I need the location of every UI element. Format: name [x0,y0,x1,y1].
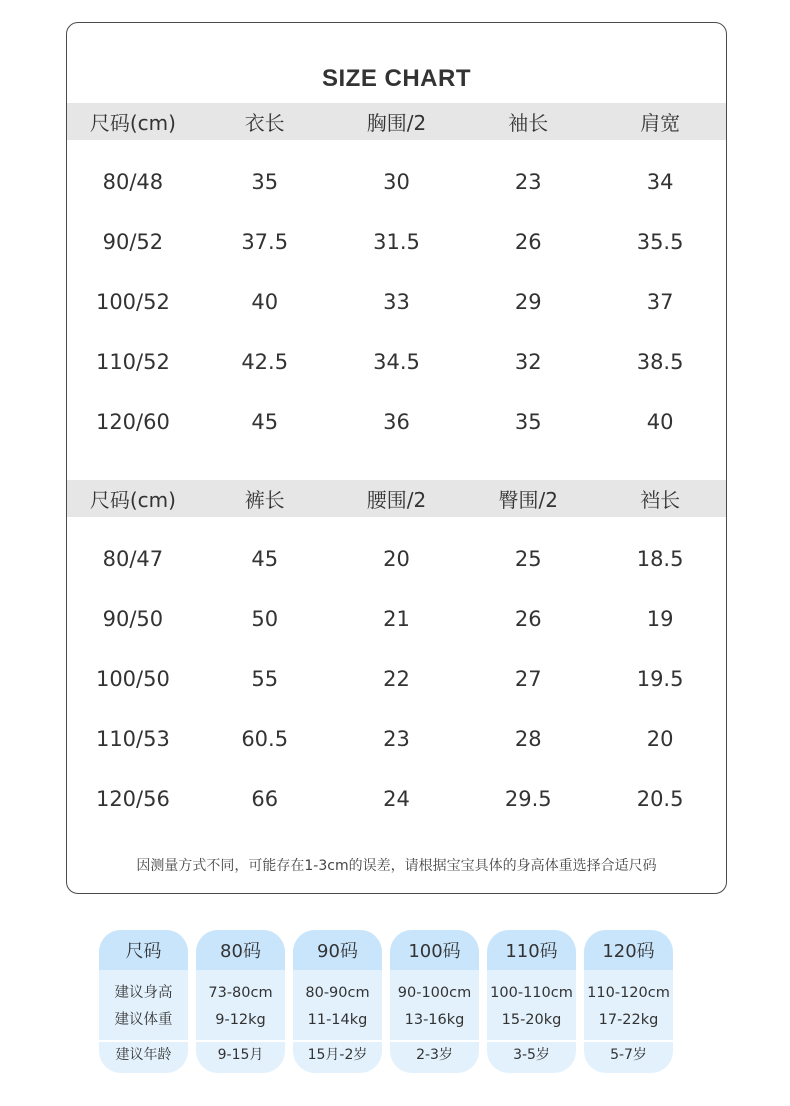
table-row [67,529,726,589]
header-cell: 袖长 [508,111,549,135]
table-cell: 66 [251,787,279,811]
table-cell: 18.5 [636,547,684,571]
size-guide [99,930,673,1073]
table-cell: 33 [383,290,410,314]
pill-divider [293,1040,382,1042]
table-cell: 38.5 [636,350,684,374]
table-cell: 19.5 [636,667,684,691]
table-row [67,332,726,392]
table-cell: 80/47 [102,547,164,571]
pill-age: 3-5岁 [513,1047,550,1063]
table-cell: 90/50 [102,607,164,631]
table-cell: 29 [514,290,542,314]
table-cell: 37.5 [241,230,289,254]
table-row [67,212,726,272]
header-cell: 肩宽 [640,111,681,135]
table-cell: 32 [514,350,542,374]
header-cell: 裤长 [244,488,285,512]
table-cell: 23 [514,170,542,194]
table-cell: 29.5 [504,787,552,811]
pill-age: 15月-2岁 [307,1047,368,1063]
table-cell: 100/50 [95,667,170,691]
size-guide-pill [390,930,479,1073]
table-cell: 120/56 [95,787,170,811]
table-cell: 110/52 [95,350,170,374]
table-row [67,392,726,452]
header-cell: 裆长 [640,488,681,512]
header-cell: 腰围/2 [366,488,427,512]
bottom-size-table [67,480,726,829]
pill-divider [390,1040,479,1042]
table-cell: 80/48 [102,170,164,194]
table-cell: 26 [514,230,542,254]
size-chart-card [66,22,727,894]
table-cell: 19 [646,607,674,631]
size-guide-pill [487,930,576,1073]
table-cell: 45 [251,410,279,434]
table-cell: 21 [383,607,410,631]
pill-age: 2-3岁 [416,1047,453,1063]
pill-divider [196,1040,285,1042]
table-row [67,709,726,769]
size-guide-pill [196,930,285,1073]
pill-divider [99,1040,188,1042]
pill-age: 建议年龄 [115,1047,172,1063]
table-cell: 27 [514,667,542,691]
pill-header: 尺码 [99,930,188,970]
table-cell: 34.5 [373,350,420,374]
table-cell: 36 [383,410,410,434]
table-cell: 23 [383,727,410,751]
pill-age: 5-7岁 [610,1047,647,1063]
pill-weight: 9-12kg [215,1012,266,1028]
chart-title: SIZE CHART [322,65,471,92]
table-cell: 45 [251,547,279,571]
table-cell: 37 [646,290,674,314]
table-cell: 40 [646,410,674,434]
table-header [67,103,726,140]
table-cell: 35 [251,170,279,194]
table-cell: 20 [646,727,674,751]
pill-header: 120码 [584,930,673,970]
table-row [67,649,726,709]
header-cell: 胸围/2 [366,111,427,135]
header-cell: 尺码(cm) [89,488,176,512]
pill-weight: 11-14kg [307,1012,368,1028]
pill-weight: 17-22kg [598,1012,659,1028]
table-cell: 90/52 [102,230,164,254]
pill-header: 110码 [487,930,576,970]
pill-divider [487,1040,576,1042]
table-cell: 31.5 [373,230,420,254]
table-cell: 28 [514,727,542,751]
table-cell: 40 [251,290,279,314]
size-guide-pill [293,930,382,1073]
table-cell: 34 [646,170,674,194]
table-cell: 50 [251,607,279,631]
pill-height: 80-90cm [305,985,370,1001]
pill-height: 建议身高 [114,985,173,1001]
pill-header: 90码 [293,930,382,970]
table-cell: 35 [514,410,542,434]
pill-age: 9-15月 [217,1047,264,1063]
header-cell: 衣长 [244,111,285,135]
pill-height: 73-80cm [208,985,273,1001]
pill-height: 100-110cm [490,985,573,1001]
pill-divider [584,1040,673,1042]
pill-header: 80码 [196,930,285,970]
table-row [67,769,726,829]
pill-height: 110-120cm [587,985,670,1001]
table-cell: 25 [514,547,542,571]
table-cell: 22 [383,667,410,691]
table-cell: 20.5 [636,787,684,811]
table-cell: 110/53 [95,727,170,751]
table-cell: 35.5 [636,230,684,254]
pill-weight: 15-20kg [501,1012,562,1028]
pill-header: 100码 [390,930,479,970]
top-size-table [67,103,726,452]
pill-height: 90-100cm [397,985,472,1001]
table-cell: 60.5 [241,727,289,751]
table-cell: 55 [251,667,279,691]
table-cell: 26 [514,607,542,631]
measurement-note: 因测量方式不同，可能存在1-3cm的误差，请根据宝宝具体的身高体重选择合适尺码 [136,858,657,874]
size-guide-pill [584,930,673,1073]
table-cell: 20 [383,547,410,571]
table-row [67,272,726,332]
pill-weight: 13-16kg [404,1012,465,1028]
table-cell: 24 [383,787,410,811]
table-cell: 30 [383,170,410,194]
table-row [67,152,726,212]
table-row [67,589,726,649]
header-cell: 尺码(cm) [89,111,176,135]
header-cell: 臀围/2 [498,488,559,512]
size-guide-pill [99,930,188,1073]
table-header [67,480,726,517]
table-cell: 120/60 [95,410,170,434]
table-cell: 42.5 [241,350,289,374]
table-cell: 100/52 [95,290,170,314]
pill-weight: 建议体重 [114,1012,173,1028]
